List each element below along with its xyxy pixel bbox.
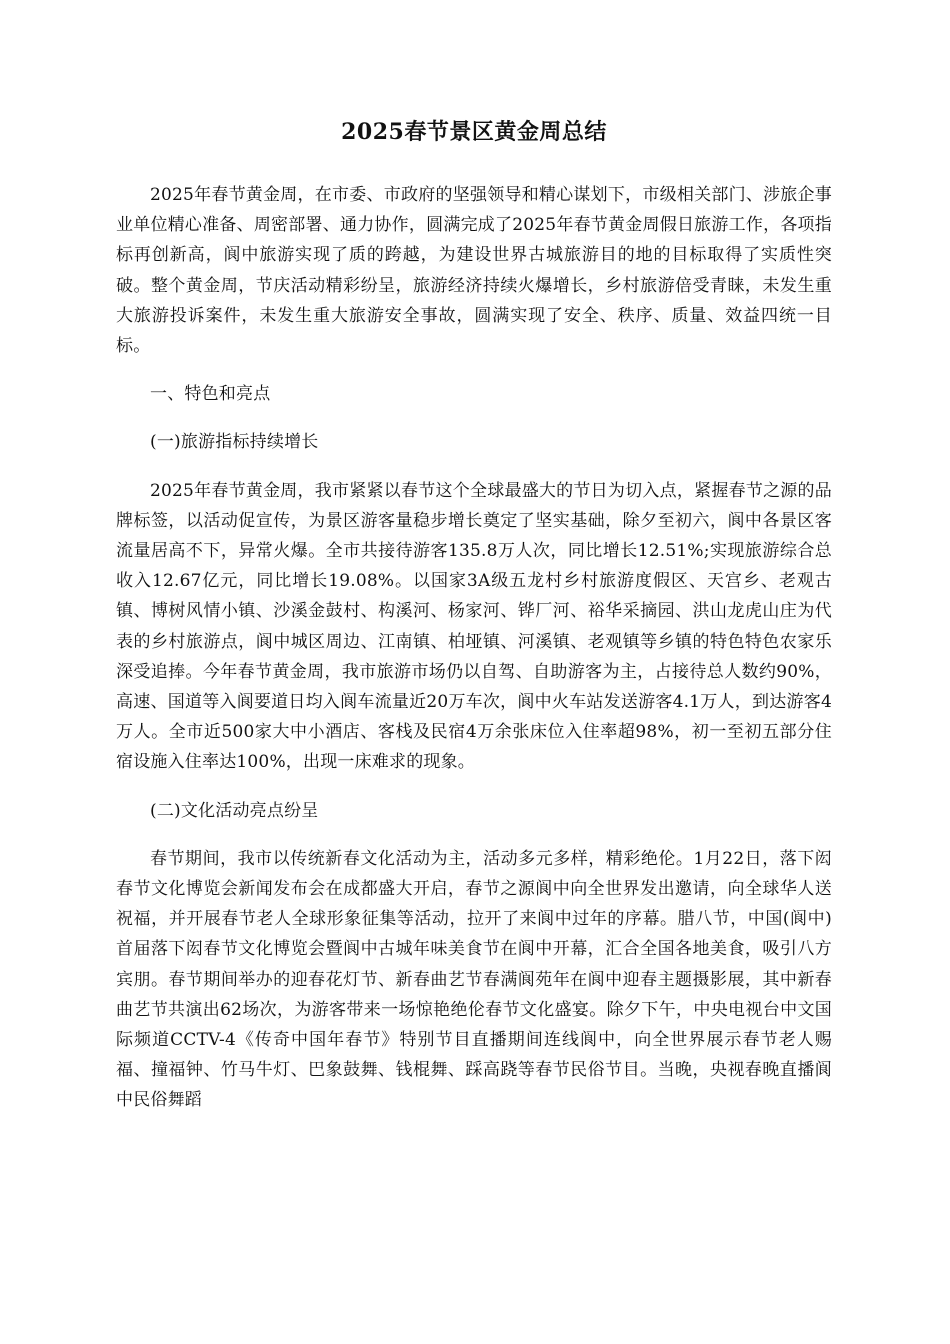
document-body [116, 114, 832, 1116]
paragraph-gap [116, 361, 832, 379]
paragraph-gap [116, 409, 832, 427]
paragraph-gap [116, 778, 832, 796]
paragraph-gap [116, 826, 832, 844]
paragraph-gap [116, 458, 832, 476]
document-title: 2025春节景区黄金周总结 [341, 119, 607, 145]
paragraph-cultural-activities: 春节期间，我市以传统新春文化活动为主，活动多元多样，精彩绝伦。1月22日，落下闳春节文化博览会新闻发布会在成都盛大开启，春节之源阆中向全世界发出邀请，向全球华人送祝福，并开展春节老人全球形象征集等活动，拉开了来阆中过年的序幕。腊八节，中国(阆中)首届落下闳春节文化博览会暨阆中古城年味美食节在阆中开幕，汇合全国各地美食，吸引八方宾朋。春节期间举办的迎春花灯节、新春曲艺节春满阆苑年在阆中迎春主题摄影展，其中新春曲艺节共演出62场次，为游客带来一场惊艳绝伦春节文化盛宴。除夕下午，中央电视台中文国际频道CCTV-4《传奇中国年春节》特别节目直播期间连线阆中，向全世界展示春节老人赐福、撞福钟、竹马牛灯、巴象鼓舞、钱棍舞、踩高跷等春节民俗节目。当晚，央视春晚直播阆中民俗舞蹈 [116, 848, 832, 1111]
section-heading-features: 一、特色和亮点 [150, 384, 271, 405]
subsection-heading-cultural-activities: (二)文化活动亮点纷呈 [150, 800, 319, 821]
paragraph-intro: 2025年春节黄金周，在市委、市政府的坚强领导和精心谋划下，市级相关部门、涉旅企事业单位精心准备、周密部署、通力协作，圆满完成了2025年春节黄金周假日旅游工作，各项指标再创新高，阆中旅游实现了质的跨越，为建设世界古城旅游目的地的目标取得了实质性突破。整个黄金周，节庆活动精彩纷呈，旅游经济持续火爆增长，乡村旅游倍受青睐，未发生重大旅游投诉案件，未发生重大旅游安全事故，圆满实现了安全、秩序、质量、效益四统一目标。 [116, 185, 832, 357]
paragraph-tourism-indicators: 2025年春节黄金周，我市紧紧以春节这个全球最盛大的节日为切入点，紧握春节之源的品牌标签，以活动促宣传，为景区游客量稳步增长奠定了坚实基础，除夕至初六，阆中各景区客流量居高不下，异常火爆。全市共接待游客135.8万人次，同比增长12.51%;实现旅游综合总收入12.67亿元，同比增长19.08%。以国家3A级五龙村乡村旅游度假区、天宫乡、老观古镇、博树风情小镇、沙溪金鼓村、构溪河、杨家河、铧厂河、裕华采摘园、洪山龙虎山庄为代表的乡村旅游点，阆中城区周边、江南镇、柏垭镇、河溪镇、老观镇等乡镇的特色特色农家乐深受追捧。今年春节黄金周，我市旅游市场仍以自驾、自助游客为主，占接待总人数约90%，高速、国道等入阆要道日均入阆车流量近20万车次，阆中火车站发送游客4.1万人，到达游客4万人。全市近500家大中小酒店、客栈及民宿4万余张床位入住率超98%，初一至初五部分住宿设施入住率达100%，出现一床难求的现象。 [116, 480, 832, 773]
subsection-heading-tourism-indicators: (一)旅游指标持续增长 [150, 432, 319, 453]
